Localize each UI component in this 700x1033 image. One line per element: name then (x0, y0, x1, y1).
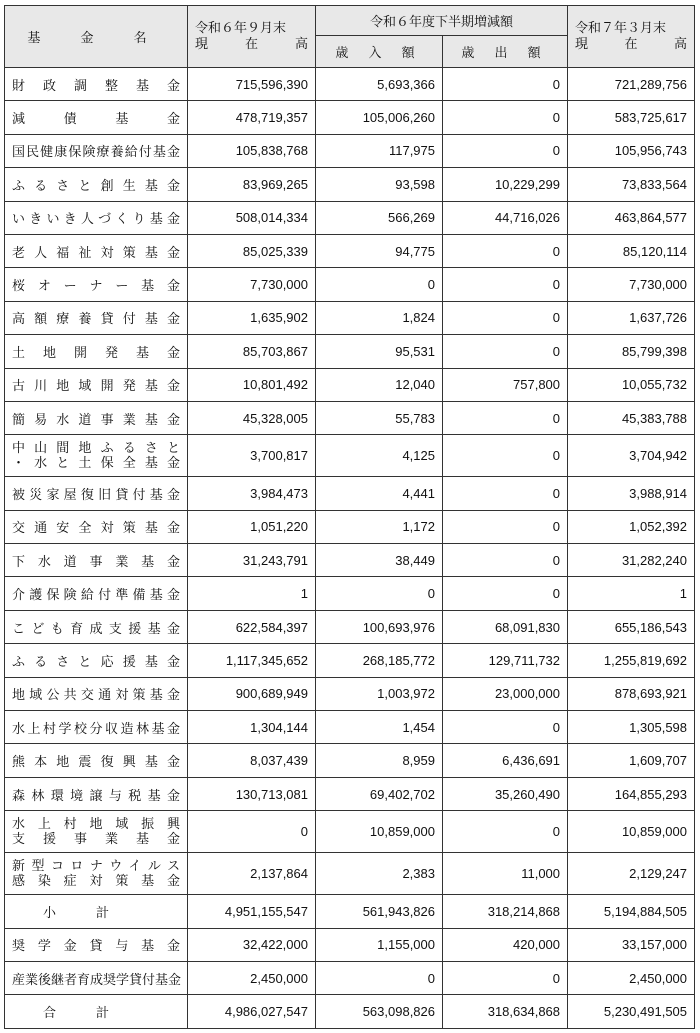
mar-balance-cell: 85,799,398 (568, 335, 695, 368)
mar-balance-cell: 878,693,921 (568, 677, 695, 710)
mar-balance-cell: 85,120,114 (568, 234, 695, 267)
fund-name: 老人福祉対策基金 (12, 245, 180, 261)
revenue-cell: 94,775 (316, 234, 443, 267)
expenditure-cell: 0 (443, 268, 568, 301)
fund-name: 古川地域開発基金 (12, 379, 180, 395)
table-row (5, 401, 695, 434)
mar-balance-cell: 73,833,564 (568, 168, 695, 201)
revenue-cell: 5,693,366 (316, 68, 443, 101)
fund-name-cell (5, 435, 188, 477)
sep-balance-cell: 32,422,000 (188, 928, 316, 961)
header-mar-balance (568, 6, 695, 68)
fund-name-cell (5, 711, 188, 744)
revenue-cell: 55,783 (316, 401, 443, 434)
fund-name-name-line2: 支援事業基金 (12, 831, 180, 847)
mar-balance-cell: 463,864,577 (568, 201, 695, 234)
revenue-cell: 0 (316, 577, 443, 610)
header-sep-balance-line1: 令和６年９月末 (195, 20, 287, 36)
mar-balance-cell: 10,859,000 (568, 811, 695, 853)
table-row (5, 610, 695, 643)
sep-balance-cell: 130,713,081 (188, 777, 316, 810)
revenue-cell: 93,598 (316, 168, 443, 201)
expenditure-cell: 318,634,868 (443, 995, 568, 1028)
fund-name-cell (5, 134, 188, 167)
header-mar-balance-line2: 現 在 高 (575, 36, 688, 52)
fund-name-cell (5, 168, 188, 201)
table-row (5, 961, 695, 994)
fund-name-cell (5, 368, 188, 401)
fund-name: 水上村学校分収造林基金 (12, 721, 180, 737)
table-row (5, 134, 695, 167)
mar-balance-cell: 3,988,914 (568, 477, 695, 510)
expenditure-cell: 23,000,000 (443, 677, 568, 710)
mar-balance-cell: 33,157,000 (568, 928, 695, 961)
sep-balance-cell: 85,025,339 (188, 234, 316, 267)
fund-name-name-line1: 新型コロナウイルス (12, 858, 180, 874)
mar-balance-cell: 45,383,788 (568, 401, 695, 434)
fund-name-cell (5, 928, 188, 961)
table-row (5, 811, 695, 853)
sep-balance-cell: 3,700,817 (188, 435, 316, 477)
fund-name-cell (5, 961, 188, 994)
fund-name-cell (5, 201, 188, 234)
header-change-group: 令和６年度下半期増減額 (316, 6, 568, 36)
header-fund-name: 基 金 名 (5, 6, 188, 68)
table-row (5, 168, 695, 201)
sep-balance-cell: 1,117,345,652 (188, 644, 316, 677)
sep-balance-cell: 2,450,000 (188, 961, 316, 994)
mar-balance-cell: 1 (568, 577, 695, 610)
fund-name: 土地開発基金 (12, 345, 180, 361)
table-row (5, 435, 695, 477)
expenditure-cell: 757,800 (443, 368, 568, 401)
table-row (5, 544, 695, 577)
table-row (5, 101, 695, 134)
fund-name-cell (5, 644, 188, 677)
sep-balance-cell: 2,137,864 (188, 853, 316, 895)
fund-name: こども育成支援基金 (12, 621, 180, 637)
fund-name-cell (5, 544, 188, 577)
sep-balance-cell: 8,037,439 (188, 744, 316, 777)
fund-name: 地域公共交通対策基金 (12, 688, 180, 704)
revenue-cell: 563,098,826 (316, 995, 443, 1028)
expenditure-cell: 0 (443, 335, 568, 368)
table-row (5, 268, 695, 301)
sep-balance-cell: 3,984,473 (188, 477, 316, 510)
fund-name-cell (5, 234, 188, 267)
sep-balance-cell: 45,328,005 (188, 401, 316, 434)
mar-balance-cell: 583,725,617 (568, 101, 695, 134)
expenditure-cell: 6,436,691 (443, 744, 568, 777)
table-row (5, 234, 695, 267)
fund-name: 小計 (42, 905, 149, 921)
fund-name: 熊本地震復興基金 (12, 755, 180, 771)
fund-name: 合計 (42, 1006, 149, 1022)
fund-name-cell (5, 335, 188, 368)
fund-name-name-line2: ・水と土保全基金 (12, 455, 180, 471)
revenue-cell: 69,402,702 (316, 777, 443, 810)
fund-name: ふるさと応援基金 (12, 654, 180, 670)
fund-balance-table (4, 5, 695, 1029)
revenue-cell: 105,006,260 (316, 101, 443, 134)
fund-name-cell (5, 268, 188, 301)
revenue-cell: 561,943,826 (316, 895, 443, 928)
fund-name-cell (5, 610, 188, 643)
fund-name: 国民健康保険療養給付基金 (12, 145, 180, 161)
expenditure-cell: 0 (443, 811, 568, 853)
expenditure-cell: 318,214,868 (443, 895, 568, 928)
total-row (5, 995, 695, 1028)
table-row (5, 201, 695, 234)
expenditure-cell: 0 (443, 510, 568, 543)
fund-name: 被災家屋復旧貸付基金 (12, 487, 180, 503)
fund-name-cell (5, 777, 188, 810)
revenue-cell: 38,449 (316, 544, 443, 577)
mar-balance-cell: 2,129,247 (568, 853, 695, 895)
revenue-cell: 2,383 (316, 853, 443, 895)
fund-name-cell (5, 744, 188, 777)
sep-balance-cell: 85,703,867 (188, 335, 316, 368)
fund-name: 高額療養貸付基金 (12, 312, 180, 328)
fund-name: 交通安全対策基金 (12, 521, 180, 537)
table-row (5, 477, 695, 510)
header-mar-balance-line1: 令和７年３月末 (575, 20, 667, 36)
table-row (5, 335, 695, 368)
sep-balance-cell: 4,986,027,547 (188, 995, 316, 1028)
sep-balance-cell: 83,969,265 (188, 168, 316, 201)
table-row (5, 777, 695, 810)
revenue-cell: 95,531 (316, 335, 443, 368)
expenditure-cell: 0 (443, 301, 568, 334)
fund-name-cell (5, 895, 188, 928)
mar-balance-cell: 5,194,884,505 (568, 895, 695, 928)
mar-balance-cell: 7,730,000 (568, 268, 695, 301)
sep-balance-cell: 105,838,768 (188, 134, 316, 167)
mar-balance-cell: 3,704,942 (568, 435, 695, 477)
table-row (5, 677, 695, 710)
mar-balance-cell: 1,609,707 (568, 744, 695, 777)
sep-balance-cell: 1,304,144 (188, 711, 316, 744)
expenditure-cell: 0 (443, 435, 568, 477)
fund-name-name-line2: 感染症対策基金 (12, 873, 180, 889)
sep-balance-cell: 10,801,492 (188, 368, 316, 401)
revenue-cell: 100,693,976 (316, 610, 443, 643)
fund-name: 桜オーナー基金 (12, 279, 180, 295)
expenditure-cell: 0 (443, 234, 568, 267)
mar-balance-cell: 1,255,819,692 (568, 644, 695, 677)
fund-name: 森林環境譲与税基金 (12, 788, 180, 804)
expenditure-cell: 0 (443, 134, 568, 167)
sep-balance-cell: 622,584,397 (188, 610, 316, 643)
fund-name-name-line1: 水上村地域振興 (12, 816, 180, 832)
fund-name: 産業後継者育成奨学貸付基金 (12, 972, 182, 988)
table-row (5, 68, 695, 101)
revenue-cell: 268,185,772 (316, 644, 443, 677)
expenditure-cell: 0 (443, 711, 568, 744)
table-row (5, 510, 695, 543)
mar-balance-cell: 721,289,756 (568, 68, 695, 101)
revenue-cell: 1,824 (316, 301, 443, 334)
fund-name-cell (5, 68, 188, 101)
header-revenue: 歳 入 額 (316, 36, 443, 68)
fund-name-cell (5, 995, 188, 1028)
revenue-cell: 0 (316, 961, 443, 994)
mar-balance-cell: 1,052,392 (568, 510, 695, 543)
sep-balance-cell: 478,719,357 (188, 101, 316, 134)
header-expenditure: 歳 出 額 (443, 36, 568, 68)
sep-balance-cell: 1,635,902 (188, 301, 316, 334)
fund-name: 簡易水道事業基金 (12, 412, 180, 428)
fund-name: 財政調整基金 (12, 78, 180, 94)
fund-name: 減債基金 (12, 112, 180, 128)
mar-balance-cell: 164,855,293 (568, 777, 695, 810)
expenditure-cell: 0 (443, 101, 568, 134)
table-row (5, 368, 695, 401)
sep-balance-cell: 1,051,220 (188, 510, 316, 543)
expenditure-cell: 0 (443, 577, 568, 610)
sep-balance-cell: 4,951,155,547 (188, 895, 316, 928)
revenue-cell: 117,975 (316, 134, 443, 167)
mar-balance-cell: 655,186,543 (568, 610, 695, 643)
header-sep-balance (188, 6, 316, 68)
expenditure-cell: 0 (443, 477, 568, 510)
expenditure-cell: 0 (443, 401, 568, 434)
revenue-cell: 8,959 (316, 744, 443, 777)
revenue-cell: 1,454 (316, 711, 443, 744)
mar-balance-cell: 1,637,726 (568, 301, 695, 334)
mar-balance-cell: 10,055,732 (568, 368, 695, 401)
expenditure-cell: 35,260,490 (443, 777, 568, 810)
fund-name-cell (5, 101, 188, 134)
expenditure-cell: 0 (443, 68, 568, 101)
fund-name-cell (5, 853, 188, 895)
fund-name-cell (5, 301, 188, 334)
fund-name: 奨学金貸与基金 (12, 939, 180, 955)
expenditure-cell: 420,000 (443, 928, 568, 961)
mar-balance-cell: 5,230,491,505 (568, 995, 695, 1028)
fund-name-cell (5, 677, 188, 710)
table-row (5, 711, 695, 744)
expenditure-cell: 44,716,026 (443, 201, 568, 234)
table-row (5, 301, 695, 334)
fund-name: 介護保険給付準備基金 (12, 588, 180, 604)
fund-name-cell (5, 477, 188, 510)
mar-balance-cell: 2,450,000 (568, 961, 695, 994)
revenue-cell: 0 (316, 268, 443, 301)
revenue-cell: 1,172 (316, 510, 443, 543)
fund-name-name-line1: 中山間地ふるさと (12, 440, 180, 456)
table-row (5, 853, 695, 895)
expenditure-cell: 10,229,299 (443, 168, 568, 201)
sep-balance-cell: 508,014,334 (188, 201, 316, 234)
revenue-cell: 4,441 (316, 477, 443, 510)
mar-balance-cell: 1,305,598 (568, 711, 695, 744)
expenditure-cell: 0 (443, 961, 568, 994)
sep-balance-cell: 1 (188, 577, 316, 610)
sep-balance-cell: 715,596,390 (188, 68, 316, 101)
table-row (5, 577, 695, 610)
expenditure-cell: 0 (443, 544, 568, 577)
expenditure-cell: 129,711,732 (443, 644, 568, 677)
fund-name-cell (5, 401, 188, 434)
revenue-cell: 566,269 (316, 201, 443, 234)
fund-name-cell (5, 577, 188, 610)
expenditure-cell: 68,091,830 (443, 610, 568, 643)
sep-balance-cell: 7,730,000 (188, 268, 316, 301)
revenue-cell: 1,155,000 (316, 928, 443, 961)
revenue-cell: 12,040 (316, 368, 443, 401)
fund-name-cell (5, 510, 188, 543)
sep-balance-cell: 900,689,949 (188, 677, 316, 710)
revenue-cell: 1,003,972 (316, 677, 443, 710)
sep-balance-cell: 0 (188, 811, 316, 853)
revenue-cell: 10,859,000 (316, 811, 443, 853)
fund-name: いきいき人づくり基金 (12, 212, 180, 228)
table-row (5, 928, 695, 961)
mar-balance-cell: 105,956,743 (568, 134, 695, 167)
fund-name-cell (5, 811, 188, 853)
fund-name: 下水道事業基金 (12, 554, 180, 570)
header-sep-balance-line2: 現 在 高 (195, 36, 308, 52)
expenditure-cell: 11,000 (443, 853, 568, 895)
table-row (5, 644, 695, 677)
mar-balance-cell: 31,282,240 (568, 544, 695, 577)
table-row (5, 744, 695, 777)
sep-balance-cell: 31,243,791 (188, 544, 316, 577)
fund-name: ふるさと創生基金 (12, 178, 180, 194)
revenue-cell: 4,125 (316, 435, 443, 477)
subtotal-row (5, 895, 695, 928)
